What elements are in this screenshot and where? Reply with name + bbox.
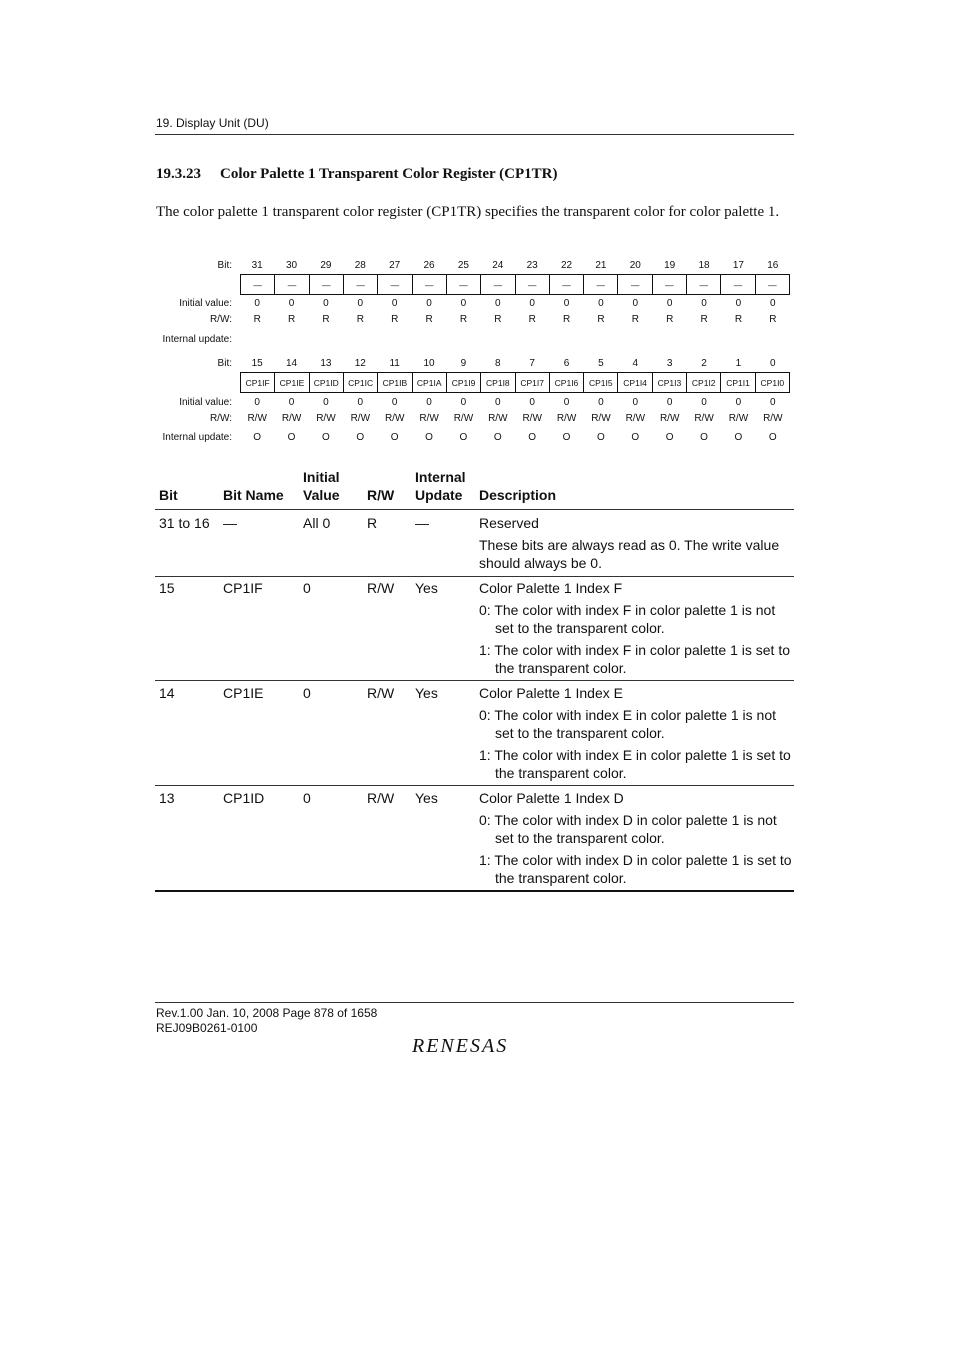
up-rw-cell: R bbox=[666, 314, 674, 325]
lo-rw-cell: R/W bbox=[728, 413, 749, 424]
row-rule bbox=[155, 785, 794, 786]
lo-names-cell: CP1IE bbox=[275, 373, 309, 392]
up-names-cell: — bbox=[721, 275, 755, 294]
lo-bits-cell: 7 bbox=[529, 358, 535, 369]
lo-names-cell: CP1IF bbox=[241, 373, 275, 392]
up-names-cell: — bbox=[275, 275, 309, 294]
col-update-1: Internal bbox=[415, 469, 466, 485]
up-bits-cell: 25 bbox=[457, 260, 469, 271]
lo-init-cell: 0 bbox=[563, 397, 570, 408]
lo-init-cell: 0 bbox=[529, 397, 535, 408]
row-desc-line: 1: The color with index E in color palette 1 is set to the transparent color. bbox=[479, 747, 791, 781]
row-bit: 13 bbox=[159, 790, 175, 806]
lower-bit-numbers bbox=[240, 358, 790, 369]
col-initial-2: Value bbox=[303, 487, 340, 503]
lo-bits-cell: 6 bbox=[563, 358, 570, 369]
lo-upd-cell: O bbox=[700, 432, 708, 443]
lo-bits-cell: 1 bbox=[735, 358, 742, 369]
row-desc-title: Color Palette 1 Index D bbox=[479, 790, 624, 806]
row-initial: All 0 bbox=[303, 515, 331, 531]
row-bit: 15 bbox=[159, 580, 175, 596]
lo-bits-cell: 11 bbox=[389, 358, 400, 369]
lo-rw-cell: R/W bbox=[556, 413, 577, 424]
lo-init-cell: 0 bbox=[666, 397, 673, 408]
lo-bits-cell: 15 bbox=[251, 358, 263, 369]
rw-label-upper: R/W: bbox=[209, 314, 232, 325]
lower-register-box bbox=[240, 372, 790, 393]
up-bits-cell: 23 bbox=[526, 260, 538, 271]
update-label-upper: Internal update: bbox=[162, 334, 232, 345]
lo-names-cell: CP1I4 bbox=[618, 373, 652, 392]
lo-names-cell: CP1IC bbox=[344, 373, 378, 392]
col-bit: Bit bbox=[159, 487, 178, 503]
lo-upd-cell: O bbox=[253, 432, 262, 443]
lo-init-cell: 0 bbox=[460, 397, 467, 408]
up-rw-cell: R bbox=[287, 314, 296, 325]
lo-upd-cell: O bbox=[425, 432, 433, 443]
lo-rw-cell: R/W bbox=[522, 413, 542, 424]
up-bits-cell: 29 bbox=[320, 260, 332, 271]
lo-rw-cell: R/W bbox=[488, 413, 508, 424]
lo-upd-cell: O bbox=[631, 432, 640, 443]
up-rw-cell: R bbox=[459, 314, 468, 325]
header-rule-table bbox=[155, 509, 794, 510]
up-init-cell: 0 bbox=[323, 298, 329, 309]
lo-upd-cell: O bbox=[562, 432, 571, 443]
lo-names-cell: CP1I9 bbox=[447, 373, 481, 392]
lower-rw-values bbox=[240, 413, 790, 424]
row-name: CP1ID bbox=[223, 790, 265, 806]
lo-upd-cell: O bbox=[459, 432, 468, 443]
initial-label-lower: Initial value: bbox=[179, 397, 232, 408]
row-update: Yes bbox=[415, 685, 438, 701]
row-desc-line: 0: The color with index F in color palette 1 is not set to the transparent color. bbox=[479, 602, 776, 636]
row-rule bbox=[155, 680, 794, 681]
row-rule bbox=[155, 576, 794, 577]
row-name: CP1IE bbox=[223, 685, 264, 701]
up-names-cell: — bbox=[413, 275, 447, 294]
up-rw-cell: R bbox=[356, 314, 364, 325]
lo-init-cell: 0 bbox=[735, 397, 742, 408]
up-bits-cell: 31 bbox=[251, 260, 263, 271]
intro-paragraph: The color palette 1 transparent color register (CP1TR) specifies the transparent color for color palette 1. bbox=[156, 204, 780, 220]
row-description bbox=[479, 684, 794, 786]
row-desc-line: 0: The color with index D in color palette 1 is not set to the transparent color. bbox=[479, 812, 777, 846]
lo-bits-cell: 13 bbox=[320, 358, 332, 369]
lo-init-cell: 0 bbox=[323, 397, 329, 408]
lo-rw-cell: R/W bbox=[763, 413, 783, 424]
lower-update-values bbox=[240, 432, 790, 443]
up-rw-cell: R bbox=[391, 314, 399, 325]
initial-label-upper: Initial value: bbox=[179, 298, 232, 309]
lo-rw-cell: R/W bbox=[419, 413, 439, 424]
row-update: Yes bbox=[415, 580, 438, 596]
up-init-cell: 0 bbox=[357, 298, 364, 309]
up-names-cell: — bbox=[768, 279, 777, 290]
lo-upd-cell: O bbox=[356, 432, 365, 443]
col-bit-name: Bit Name bbox=[223, 487, 284, 503]
lo-names-cell: CP1I3 bbox=[653, 373, 687, 392]
up-init-cell: 0 bbox=[495, 298, 501, 309]
lo-upd-cell: O bbox=[287, 432, 296, 443]
up-bits-cell: 27 bbox=[389, 260, 401, 271]
lo-names-cell: CP1I2 bbox=[687, 373, 721, 392]
lo-rw-cell: R/W bbox=[247, 413, 267, 424]
lo-init-cell: 0 bbox=[495, 397, 501, 408]
up-bits-cell: 26 bbox=[423, 260, 435, 271]
col-description: Description bbox=[479, 487, 557, 503]
row-rw: R bbox=[367, 515, 378, 531]
lo-init-cell: 0 bbox=[391, 397, 398, 408]
lo-upd-cell: O bbox=[734, 432, 743, 443]
up-rw-cell: R bbox=[700, 314, 708, 325]
up-names-cell: — bbox=[310, 275, 344, 294]
row-description bbox=[479, 789, 794, 891]
lo-init-cell: 0 bbox=[357, 397, 364, 408]
up-names-cell: — bbox=[516, 275, 550, 294]
lo-bits-cell: 2 bbox=[701, 358, 707, 369]
lo-init-cell: 0 bbox=[701, 397, 707, 408]
lo-init-cell: 0 bbox=[770, 397, 776, 408]
lo-rw-cell: R/W bbox=[384, 413, 405, 424]
up-rw-cell: R bbox=[769, 314, 777, 325]
up-init-cell: 0 bbox=[288, 298, 295, 309]
up-names-cell: — bbox=[687, 275, 721, 294]
lo-rw-cell: R/W bbox=[453, 413, 474, 424]
lo-upd-cell: O bbox=[322, 432, 330, 443]
up-init-cell: 0 bbox=[598, 298, 604, 309]
up-names-cell: — bbox=[344, 275, 378, 294]
row-desc-title: Reserved bbox=[479, 515, 539, 531]
up-rw-cell: R bbox=[528, 314, 536, 325]
footer-docnum: REJ09B0261-0100 bbox=[156, 1021, 258, 1035]
lo-init-cell: 0 bbox=[288, 397, 295, 408]
lo-rw-cell: R/W bbox=[591, 413, 611, 424]
update-label-lower: Internal update: bbox=[162, 432, 232, 443]
up-bits-cell: 17 bbox=[732, 260, 744, 271]
up-bits-cell: 21 bbox=[595, 260, 607, 271]
lo-rw-cell: R/W bbox=[659, 413, 680, 424]
row-desc-line: 0: The color with index E in color palette 1 is not set to the transparent color. bbox=[479, 707, 777, 741]
up-bits-cell: 30 bbox=[286, 260, 298, 271]
lo-bits-cell: 5 bbox=[598, 358, 604, 369]
bit-label-lower: Bit: bbox=[217, 358, 232, 369]
up-init-cell: 0 bbox=[770, 298, 776, 309]
up-names-cell: — bbox=[241, 275, 275, 294]
up-names-cell: — bbox=[481, 275, 515, 294]
lo-bits-cell: 9 bbox=[460, 358, 467, 369]
lo-init-cell: 0 bbox=[632, 397, 639, 408]
upper-initial-values bbox=[240, 298, 790, 309]
lo-names-cell: CP1I5 bbox=[584, 373, 618, 392]
rw-label-lower: R/W: bbox=[209, 413, 232, 424]
up-names-cell: — bbox=[378, 275, 412, 294]
row-initial: 0 bbox=[303, 685, 311, 701]
lo-rw-cell: R/W bbox=[625, 413, 646, 424]
section-title bbox=[156, 166, 557, 183]
row-rw: R/W bbox=[367, 685, 395, 701]
row-rule bbox=[155, 890, 794, 892]
row-name: CP1IF bbox=[223, 580, 263, 596]
row-description bbox=[479, 579, 794, 681]
up-rw-cell: R bbox=[425, 314, 433, 325]
lo-init-cell: 0 bbox=[598, 397, 604, 408]
bit-label-upper: Bit: bbox=[217, 260, 232, 271]
lo-bits-cell: 14 bbox=[286, 358, 298, 369]
row-desc-line: These bits are always read as 0. The write value should always be 0. bbox=[479, 537, 780, 571]
row-bit: 14 bbox=[159, 685, 175, 701]
lo-names-cell: CP1IA bbox=[413, 373, 447, 392]
lo-rw-cell: R/W bbox=[316, 413, 336, 424]
lo-upd-cell: O bbox=[597, 432, 605, 443]
lo-names-cell: CP1I1 bbox=[721, 373, 755, 392]
col-rw: R/W bbox=[367, 487, 395, 503]
up-bits-cell: 24 bbox=[492, 260, 504, 271]
lo-names-cell: CP1I0 bbox=[760, 377, 785, 388]
row-rw: R/W bbox=[367, 790, 395, 806]
row-description bbox=[479, 514, 794, 576]
lo-rw-cell: R/W bbox=[350, 413, 371, 424]
row-update: — bbox=[415, 515, 429, 531]
footer-rule bbox=[155, 1002, 794, 1003]
row-bit: 31 to 16 bbox=[159, 515, 210, 531]
up-rw-cell: R bbox=[494, 314, 502, 325]
up-init-cell: 0 bbox=[632, 298, 639, 309]
up-bits-cell: 28 bbox=[354, 260, 366, 271]
row-initial: 0 bbox=[303, 580, 311, 596]
up-names-cell: — bbox=[653, 275, 687, 294]
up-init-cell: 0 bbox=[666, 298, 673, 309]
lo-init-cell: 0 bbox=[426, 397, 432, 408]
col-initial-1: Initial bbox=[303, 469, 340, 485]
lo-bits-cell: 3 bbox=[666, 358, 673, 369]
row-desc-title: Color Palette 1 Index F bbox=[479, 580, 623, 596]
lo-bits-cell: 12 bbox=[354, 358, 366, 369]
lo-bits-cell: 10 bbox=[423, 358, 435, 369]
section-number: 19.3.23 bbox=[156, 166, 201, 182]
row-rw: R/W bbox=[367, 580, 395, 596]
up-init-cell: 0 bbox=[735, 298, 742, 309]
up-names-cell: — bbox=[447, 275, 481, 294]
up-rw-cell: R bbox=[562, 314, 571, 325]
up-rw-cell: R bbox=[631, 314, 639, 325]
up-rw-cell: R bbox=[253, 314, 261, 325]
up-init-cell: 0 bbox=[529, 298, 535, 309]
col-update-2: Update bbox=[415, 487, 463, 503]
chapter-header: 19. Display Unit (DU) bbox=[156, 116, 269, 130]
upper-rw-values bbox=[240, 314, 790, 325]
lower-initial-values bbox=[240, 397, 790, 408]
row-update: Yes bbox=[415, 790, 438, 806]
up-init-cell: 0 bbox=[563, 298, 570, 309]
row-desc-title: Color Palette 1 Index E bbox=[479, 685, 623, 701]
lo-upd-cell: O bbox=[493, 432, 502, 443]
lo-init-cell: 0 bbox=[254, 397, 260, 408]
lo-rw-cell: R/W bbox=[694, 413, 714, 424]
up-init-cell: 0 bbox=[460, 298, 467, 309]
lo-upd-cell: O bbox=[528, 432, 537, 443]
upper-register-box bbox=[240, 274, 790, 295]
up-bits-cell: 18 bbox=[698, 260, 710, 271]
row-initial: 0 bbox=[303, 790, 311, 806]
header-rule bbox=[155, 134, 794, 135]
upper-bit-numbers bbox=[240, 260, 790, 271]
lo-names-cell: CP1I8 bbox=[481, 373, 515, 392]
lo-upd-cell: O bbox=[390, 432, 399, 443]
up-bits-cell: 20 bbox=[629, 260, 641, 271]
lo-bits-cell: 4 bbox=[632, 358, 639, 369]
up-init-cell: 0 bbox=[426, 298, 432, 309]
renesas-logo bbox=[412, 1034, 536, 1061]
lo-upd-cell: O bbox=[768, 432, 777, 443]
lo-names-cell: CP1I7 bbox=[516, 373, 550, 392]
lo-names-cell: CP1ID bbox=[310, 373, 344, 392]
row-desc-line: 1: The color with index F in color palette 1 is set to the transparent color. bbox=[479, 642, 791, 676]
up-names-cell: — bbox=[584, 275, 618, 294]
lo-names-cell: CP1IB bbox=[378, 373, 412, 392]
up-bits-cell: 16 bbox=[767, 260, 779, 271]
up-rw-cell: R bbox=[597, 314, 605, 325]
lo-names-cell: CP1I6 bbox=[550, 373, 584, 392]
up-init-cell: 0 bbox=[701, 298, 707, 309]
up-names-cell: — bbox=[550, 275, 584, 294]
row-desc-line: 1: The color with index D in color palette 1 is set to the transparent color. bbox=[479, 852, 792, 886]
up-rw-cell: R bbox=[734, 314, 743, 325]
section-title-text: Color Palette 1 Transparent Color Register (CP1TR) bbox=[220, 166, 558, 182]
lo-upd-cell: O bbox=[665, 432, 674, 443]
up-rw-cell: R bbox=[322, 314, 330, 325]
logo-text: RENESAS bbox=[412, 1035, 509, 1056]
footer-revision: Rev.1.00 Jan. 10, 2008 Page 878 of 1658 bbox=[156, 1006, 378, 1020]
up-bits-cell: 19 bbox=[664, 260, 676, 271]
up-init-cell: 0 bbox=[254, 298, 260, 309]
lo-rw-cell: R/W bbox=[281, 413, 302, 424]
up-init-cell: 0 bbox=[391, 298, 398, 309]
lo-bits-cell: 8 bbox=[495, 358, 501, 369]
up-names-cell: — bbox=[618, 275, 652, 294]
lo-bits-cell: 0 bbox=[770, 358, 776, 369]
row-name: — bbox=[223, 515, 237, 531]
up-bits-cell: 22 bbox=[561, 260, 573, 271]
